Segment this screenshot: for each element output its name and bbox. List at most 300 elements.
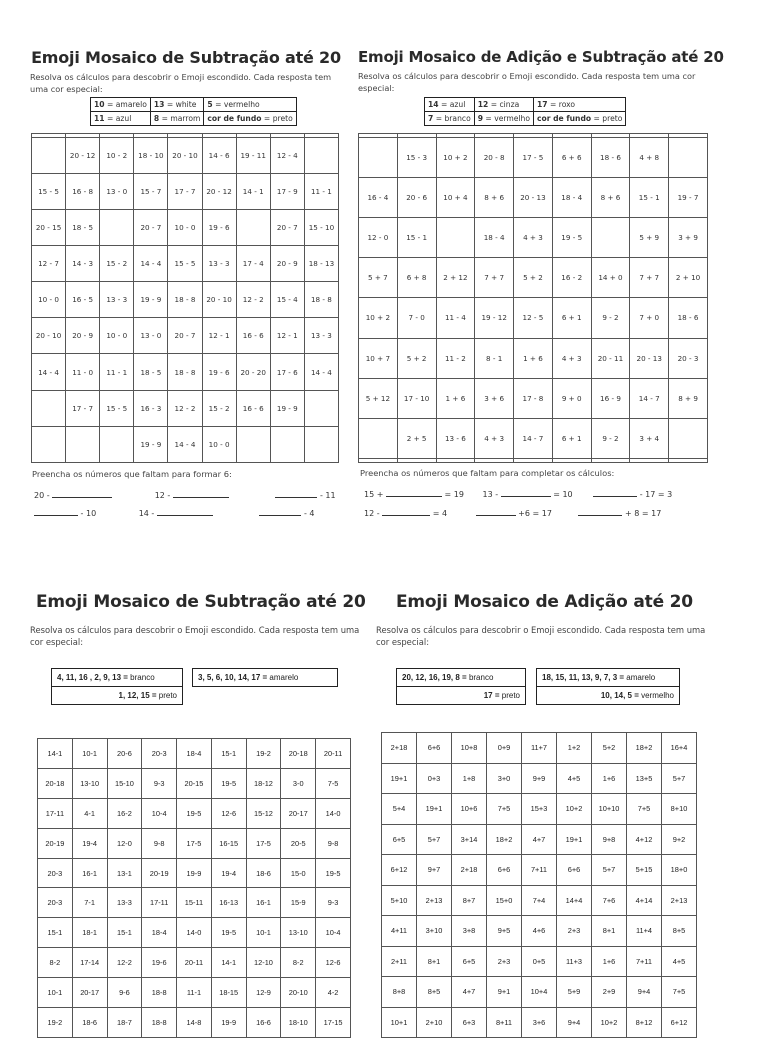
- grid-cell[interactable]: 20 - 9: [66, 318, 100, 354]
- grid-cell[interactable]: 18 - 6: [591, 138, 630, 178]
- grid-cell[interactable]: 16 - 6: [236, 390, 270, 426]
- grid-cell[interactable]: 4+7: [452, 977, 487, 1008]
- grid-cell[interactable]: 17 - 8: [514, 378, 553, 418]
- grid-cell[interactable]: 20 - 7: [168, 318, 202, 354]
- grid-cell[interactable]: 10 - 0: [100, 318, 134, 354]
- grid-cell[interactable]: 0+5: [522, 946, 557, 977]
- grid-cell[interactable]: 12 - 0: [359, 218, 398, 258]
- grid-cell[interactable]: 16-15: [211, 828, 246, 858]
- grid-cell[interactable]: 1+2: [557, 733, 592, 764]
- grid-cell[interactable]: 14-1: [38, 739, 73, 769]
- grid-cell[interactable]: 20-11: [177, 948, 212, 978]
- grid-cell[interactable]: 20-19: [142, 858, 177, 888]
- grid-cell[interactable]: 12-6: [211, 798, 246, 828]
- grid-cell[interactable]: 15 - 1: [630, 178, 669, 218]
- grid-cell[interactable]: 15 - 5: [32, 173, 66, 209]
- grid-cell[interactable]: 19-5: [211, 918, 246, 948]
- grid-cell[interactable]: 8+5: [417, 977, 452, 1008]
- grid-cell[interactable]: 17-11: [142, 888, 177, 918]
- grid-cell[interactable]: 15 - 5: [100, 390, 134, 426]
- grid-cell[interactable]: 7+4: [522, 885, 557, 916]
- grid-cell[interactable]: 12 - 2: [168, 390, 202, 426]
- grid-cell[interactable]: 9-8: [316, 828, 351, 858]
- grid-cell[interactable]: 15+0: [487, 885, 522, 916]
- grid-cell[interactable]: 17 - 6: [270, 354, 304, 390]
- grid-cell[interactable]: [397, 458, 436, 462]
- grid-cell[interactable]: [304, 137, 338, 173]
- grid-cell[interactable]: 10+6: [452, 794, 487, 825]
- grid-cell[interactable]: 17 - 4: [236, 246, 270, 282]
- grid-cell[interactable]: 16-13: [211, 888, 246, 918]
- grid-cell[interactable]: 19-5: [211, 768, 246, 798]
- grid-cell[interactable]: 6+5: [382, 824, 417, 855]
- grid-cell[interactable]: 19 - 9: [134, 282, 168, 318]
- grid-cell[interactable]: 14 - 4: [168, 426, 202, 462]
- grid-cell[interactable]: 2 + 12: [436, 258, 475, 298]
- grid-cell[interactable]: 18-6: [72, 1008, 107, 1038]
- grid-cell[interactable]: 6+6: [487, 855, 522, 886]
- grid-cell[interactable]: 17 - 10: [397, 378, 436, 418]
- grid-cell[interactable]: 2 + 5: [397, 418, 436, 458]
- grid-cell[interactable]: [630, 458, 669, 462]
- grid-cell[interactable]: 18-4: [142, 918, 177, 948]
- grid-cell[interactable]: 10-4: [316, 918, 351, 948]
- grid-cell[interactable]: 19-6: [142, 948, 177, 978]
- grid-cell[interactable]: 13-3: [107, 888, 142, 918]
- grid-cell[interactable]: 8 + 9: [669, 378, 708, 418]
- grid-cell[interactable]: 20 - 13: [630, 338, 669, 378]
- grid-cell[interactable]: 18 - 13: [304, 246, 338, 282]
- grid-cell[interactable]: 9 - 2: [591, 418, 630, 458]
- grid-cell[interactable]: [32, 137, 66, 173]
- grid-cell[interactable]: 19 - 5: [552, 218, 591, 258]
- grid-cell[interactable]: 15-1: [107, 918, 142, 948]
- grid-cell[interactable]: 13 - 0: [100, 173, 134, 209]
- grid-cell[interactable]: 5 + 12: [359, 378, 398, 418]
- grid-cell[interactable]: 20-10: [281, 978, 316, 1008]
- grid-cell[interactable]: 14 - 4: [134, 246, 168, 282]
- grid-cell[interactable]: [100, 426, 134, 462]
- grid-cell[interactable]: 16-1: [246, 888, 281, 918]
- grid-cell[interactable]: 14-8: [177, 1008, 212, 1038]
- grid-cell[interactable]: 20 - 3: [669, 338, 708, 378]
- grid-cell[interactable]: 13 - 3: [304, 318, 338, 354]
- grid-cell[interactable]: 8-2: [281, 948, 316, 978]
- grid-cell[interactable]: 15+3: [522, 794, 557, 825]
- grid-cell[interactable]: 9+7: [417, 855, 452, 886]
- grid-cell[interactable]: 20 - 11: [591, 338, 630, 378]
- grid-cell[interactable]: 4+7: [522, 824, 557, 855]
- grid-cell[interactable]: [591, 458, 630, 462]
- grid-cell[interactable]: 16 - 5: [66, 282, 100, 318]
- grid-cell[interactable]: 8-2: [38, 948, 73, 978]
- grid-cell[interactable]: 9 - 2: [591, 298, 630, 338]
- grid-cell[interactable]: 15-11: [177, 888, 212, 918]
- grid-cell[interactable]: 19+1: [557, 824, 592, 855]
- grid-cell[interactable]: 19+1: [382, 763, 417, 794]
- grid-cell[interactable]: [100, 209, 134, 245]
- grid-cell[interactable]: 4+14: [627, 885, 662, 916]
- grid-cell[interactable]: 17 - 7: [66, 390, 100, 426]
- grid-cell[interactable]: 14+4: [557, 885, 592, 916]
- answer-blank[interactable]: [157, 507, 213, 516]
- grid-cell[interactable]: 18-1: [72, 918, 107, 948]
- grid-cell[interactable]: 10-1: [246, 918, 281, 948]
- grid-cell[interactable]: 15-9: [281, 888, 316, 918]
- grid-cell[interactable]: 10+4: [522, 977, 557, 1008]
- grid-cell[interactable]: 4 + 3: [514, 218, 553, 258]
- grid-cell[interactable]: 12 - 7: [32, 246, 66, 282]
- grid-cell[interactable]: 18-12: [246, 768, 281, 798]
- grid-cell[interactable]: 14-0: [316, 798, 351, 828]
- grid-cell[interactable]: 11-1: [177, 978, 212, 1008]
- grid-cell[interactable]: 12-9: [246, 978, 281, 1008]
- grid-cell[interactable]: 14 - 3: [66, 246, 100, 282]
- grid-cell[interactable]: 13-10: [72, 768, 107, 798]
- grid-cell[interactable]: 4 + 3: [475, 418, 514, 458]
- grid-cell[interactable]: 9+4: [627, 977, 662, 1008]
- grid-cell[interactable]: 18+0: [662, 855, 697, 886]
- grid-cell[interactable]: 20 - 9: [270, 246, 304, 282]
- grid-cell[interactable]: 14 - 7: [630, 378, 669, 418]
- grid-cell[interactable]: 3+14: [452, 824, 487, 855]
- grid-cell[interactable]: [552, 458, 591, 462]
- grid-cell[interactable]: 2+11: [382, 946, 417, 977]
- answer-blank[interactable]: [501, 488, 551, 497]
- grid-cell[interactable]: 5+2: [592, 733, 627, 764]
- grid-cell[interactable]: 18 - 6: [669, 298, 708, 338]
- grid-cell[interactable]: 16 - 8: [66, 173, 100, 209]
- answer-blank[interactable]: [593, 488, 637, 497]
- grid-cell[interactable]: 15 - 5: [168, 246, 202, 282]
- answer-blank[interactable]: [275, 489, 317, 498]
- grid-cell[interactable]: 13-10: [281, 918, 316, 948]
- grid-cell[interactable]: 9+4: [557, 1007, 592, 1038]
- grid-cell[interactable]: 12-10: [246, 948, 281, 978]
- grid-cell[interactable]: 2+10: [417, 1007, 452, 1038]
- grid-cell[interactable]: 7+6: [592, 885, 627, 916]
- grid-cell[interactable]: 14 - 6: [202, 137, 236, 173]
- grid-cell[interactable]: 8+10: [662, 794, 697, 825]
- grid-cell[interactable]: [304, 390, 338, 426]
- grid-cell[interactable]: 18-8: [142, 1008, 177, 1038]
- answer-blank[interactable]: [382, 507, 430, 516]
- grid-cell[interactable]: 20 - 10: [32, 318, 66, 354]
- grid-cell[interactable]: [591, 218, 630, 258]
- grid-cell[interactable]: 20-3: [38, 858, 73, 888]
- grid-cell[interactable]: 19-4: [72, 828, 107, 858]
- grid-cell[interactable]: 4+5: [557, 763, 592, 794]
- grid-cell[interactable]: 15-1: [38, 918, 73, 948]
- grid-cell[interactable]: 8+1: [592, 916, 627, 947]
- grid-cell[interactable]: [32, 390, 66, 426]
- grid-cell[interactable]: 5+15: [627, 855, 662, 886]
- grid-cell[interactable]: 20 - 15: [32, 209, 66, 245]
- grid-cell[interactable]: 17 - 9: [270, 173, 304, 209]
- grid-cell[interactable]: 10+8: [452, 733, 487, 764]
- grid-cell[interactable]: 6 + 8: [397, 258, 436, 298]
- grid-cell[interactable]: 18 - 4: [475, 218, 514, 258]
- grid-cell[interactable]: 20-18: [38, 768, 73, 798]
- grid-cell[interactable]: 14-1: [211, 948, 246, 978]
- grid-cell[interactable]: 11+3: [557, 946, 592, 977]
- grid-cell[interactable]: 17-14: [72, 948, 107, 978]
- grid-cell[interactable]: 9+8: [592, 824, 627, 855]
- grid-cell[interactable]: 14 - 4: [32, 354, 66, 390]
- grid-cell[interactable]: 20 - 6: [397, 178, 436, 218]
- grid-cell[interactable]: 18 - 8: [168, 282, 202, 318]
- grid-cell[interactable]: 10+1: [382, 1007, 417, 1038]
- grid-cell[interactable]: 9+9: [522, 763, 557, 794]
- grid-cell[interactable]: 19 - 12: [475, 298, 514, 338]
- grid-cell[interactable]: 6 + 1: [552, 298, 591, 338]
- grid-cell[interactable]: 17-5: [246, 828, 281, 858]
- grid-cell[interactable]: 19 - 9: [270, 390, 304, 426]
- grid-cell[interactable]: 2+13: [662, 885, 697, 916]
- grid-cell[interactable]: 16 - 6: [236, 318, 270, 354]
- grid-cell[interactable]: 5 + 2: [514, 258, 553, 298]
- grid-cell[interactable]: 16+4: [662, 733, 697, 764]
- grid-cell[interactable]: 17-11: [38, 798, 73, 828]
- grid-cell[interactable]: 2 + 10: [669, 258, 708, 298]
- grid-cell[interactable]: 4+6: [522, 916, 557, 947]
- grid-cell[interactable]: [475, 458, 514, 462]
- answer-blank[interactable]: [259, 507, 301, 516]
- grid-cell[interactable]: 12 - 4: [270, 137, 304, 173]
- grid-cell[interactable]: 12-2: [107, 948, 142, 978]
- grid-cell[interactable]: 8+5: [662, 916, 697, 947]
- grid-cell[interactable]: 10-1: [38, 978, 73, 1008]
- grid-cell[interactable]: 1 + 6: [514, 338, 553, 378]
- grid-cell[interactable]: 14 - 7: [514, 418, 553, 458]
- grid-cell[interactable]: 19-2: [38, 1008, 73, 1038]
- grid-cell[interactable]: 15 - 3: [397, 138, 436, 178]
- grid-cell[interactable]: 19-5: [177, 798, 212, 828]
- grid-cell[interactable]: 9+1: [487, 977, 522, 1008]
- grid-cell[interactable]: 17-5: [177, 828, 212, 858]
- answer-blank[interactable]: [52, 489, 112, 498]
- grid-cell[interactable]: 10+10: [592, 794, 627, 825]
- grid-cell[interactable]: 19-2: [246, 739, 281, 769]
- answer-blank[interactable]: [173, 489, 229, 498]
- grid-cell[interactable]: 20-17: [72, 978, 107, 1008]
- grid-cell[interactable]: 6+12: [662, 1007, 697, 1038]
- grid-cell[interactable]: 20 - 20: [236, 354, 270, 390]
- grid-cell[interactable]: 5+4: [382, 794, 417, 825]
- grid-cell[interactable]: 20-3: [142, 739, 177, 769]
- grid-cell[interactable]: 9-8: [142, 828, 177, 858]
- grid-cell[interactable]: 6+5: [452, 946, 487, 977]
- grid-cell[interactable]: 8+7: [452, 885, 487, 916]
- grid-cell[interactable]: 5+7: [592, 855, 627, 886]
- grid-cell[interactable]: 13 - 3: [100, 282, 134, 318]
- grid-cell[interactable]: 11+7: [522, 733, 557, 764]
- grid-cell[interactable]: 10 + 2: [436, 138, 475, 178]
- grid-cell[interactable]: 3-0: [281, 768, 316, 798]
- grid-cell[interactable]: 7 + 7: [630, 258, 669, 298]
- grid-cell[interactable]: [304, 426, 338, 462]
- grid-cell[interactable]: 14 + 0: [591, 258, 630, 298]
- grid-cell[interactable]: 15 - 2: [100, 246, 134, 282]
- grid-cell[interactable]: 4+12: [627, 824, 662, 855]
- grid-cell[interactable]: 9+2: [662, 824, 697, 855]
- grid-cell[interactable]: 6+6: [557, 855, 592, 886]
- grid-cell[interactable]: 2+3: [557, 916, 592, 947]
- grid-cell[interactable]: 18-4: [177, 739, 212, 769]
- grid-cell[interactable]: 1+6: [592, 946, 627, 977]
- grid-cell[interactable]: 12 - 1: [270, 318, 304, 354]
- grid-cell[interactable]: 20-3: [38, 888, 73, 918]
- grid-cell[interactable]: [270, 426, 304, 462]
- grid-cell[interactable]: 12-6: [316, 948, 351, 978]
- grid-cell[interactable]: 18-6: [246, 858, 281, 888]
- grid-cell[interactable]: 7+5: [627, 794, 662, 825]
- grid-cell[interactable]: 11 - 0: [66, 354, 100, 390]
- grid-cell[interactable]: 10 + 4: [436, 178, 475, 218]
- grid-cell[interactable]: 18 - 10: [134, 137, 168, 173]
- grid-cell[interactable]: 14-0: [177, 918, 212, 948]
- grid-cell[interactable]: 15-10: [107, 768, 142, 798]
- grid-cell[interactable]: 3+0: [487, 763, 522, 794]
- grid-cell[interactable]: 11 - 4: [436, 298, 475, 338]
- grid-cell[interactable]: [436, 458, 475, 462]
- grid-cell[interactable]: 7 + 0: [630, 298, 669, 338]
- grid-cell[interactable]: 18 - 5: [134, 354, 168, 390]
- grid-cell[interactable]: 10+2: [592, 1007, 627, 1038]
- grid-cell[interactable]: 8 + 6: [475, 178, 514, 218]
- grid-cell[interactable]: 19-5: [316, 858, 351, 888]
- grid-cell[interactable]: 4-1: [72, 798, 107, 828]
- grid-cell[interactable]: 10-4: [142, 798, 177, 828]
- grid-cell[interactable]: 1 + 6: [436, 378, 475, 418]
- grid-cell[interactable]: 9-6: [107, 978, 142, 1008]
- grid-cell[interactable]: [359, 458, 398, 462]
- grid-cell[interactable]: 19-9: [177, 858, 212, 888]
- grid-cell[interactable]: [32, 426, 66, 462]
- grid-cell[interactable]: 3 + 4: [630, 418, 669, 458]
- grid-cell[interactable]: 16-2: [107, 798, 142, 828]
- grid-cell[interactable]: 7-1: [72, 888, 107, 918]
- grid-cell[interactable]: 19 - 7: [669, 178, 708, 218]
- grid-cell[interactable]: 18-7: [107, 1008, 142, 1038]
- grid-cell[interactable]: 13-1: [107, 858, 142, 888]
- grid-cell[interactable]: 6 + 6: [552, 138, 591, 178]
- grid-cell[interactable]: 18 - 8: [304, 282, 338, 318]
- grid-cell[interactable]: 8+1: [417, 946, 452, 977]
- grid-cell[interactable]: 20 - 8: [475, 138, 514, 178]
- grid-cell[interactable]: 20 - 7: [134, 209, 168, 245]
- grid-cell[interactable]: [359, 418, 398, 458]
- grid-cell[interactable]: 10 - 2: [100, 137, 134, 173]
- grid-cell[interactable]: 19-9: [211, 1008, 246, 1038]
- grid-cell[interactable]: 13 - 6: [436, 418, 475, 458]
- grid-cell[interactable]: 6 + 1: [552, 418, 591, 458]
- grid-cell[interactable]: 8+8: [382, 977, 417, 1008]
- grid-cell[interactable]: 18 - 4: [552, 178, 591, 218]
- grid-cell[interactable]: 20 - 7: [270, 209, 304, 245]
- grid-cell[interactable]: 16 - 4: [359, 178, 398, 218]
- grid-cell[interactable]: 17 - 7: [168, 173, 202, 209]
- grid-cell[interactable]: 13+5: [627, 763, 662, 794]
- grid-cell[interactable]: [669, 138, 708, 178]
- grid-cell[interactable]: 16 - 3: [134, 390, 168, 426]
- grid-cell[interactable]: 4 + 8: [630, 138, 669, 178]
- grid-cell[interactable]: 15 - 10: [304, 209, 338, 245]
- grid-cell[interactable]: 6+3: [452, 1007, 487, 1038]
- grid-cell[interactable]: 17 - 5: [514, 138, 553, 178]
- grid-cell[interactable]: 12 - 5: [514, 298, 553, 338]
- grid-cell[interactable]: 15 - 2: [202, 390, 236, 426]
- grid-cell[interactable]: 19 - 9: [134, 426, 168, 462]
- grid-cell[interactable]: 20 - 12: [202, 173, 236, 209]
- grid-cell[interactable]: 4+11: [382, 916, 417, 947]
- grid-cell[interactable]: 15 - 1: [397, 218, 436, 258]
- grid-cell[interactable]: 17-15: [316, 1008, 351, 1038]
- grid-cell[interactable]: 3+10: [417, 916, 452, 947]
- grid-cell[interactable]: 7 + 7: [475, 258, 514, 298]
- grid-cell[interactable]: 13 - 3: [202, 246, 236, 282]
- grid-cell[interactable]: 7 - 0: [397, 298, 436, 338]
- grid-cell[interactable]: 7+11: [522, 855, 557, 886]
- grid-cell[interactable]: 16-1: [72, 858, 107, 888]
- grid-cell[interactable]: 20-19: [38, 828, 73, 858]
- grid-cell[interactable]: [514, 458, 553, 462]
- grid-cell[interactable]: 2+9: [592, 977, 627, 1008]
- grid-cell[interactable]: 19 - 6: [202, 209, 236, 245]
- grid-cell[interactable]: 14 - 1: [236, 173, 270, 209]
- grid-cell[interactable]: 11+4: [627, 916, 662, 947]
- grid-cell[interactable]: 2+18: [452, 855, 487, 886]
- grid-cell[interactable]: 10+2: [557, 794, 592, 825]
- grid-cell[interactable]: 3 + 9: [669, 218, 708, 258]
- grid-cell[interactable]: 12-0: [107, 828, 142, 858]
- grid-cell[interactable]: 15-12: [246, 798, 281, 828]
- grid-cell[interactable]: 9+5: [487, 916, 522, 947]
- grid-cell[interactable]: 5+7: [417, 824, 452, 855]
- grid-cell[interactable]: 1+8: [452, 763, 487, 794]
- answer-blank[interactable]: [476, 507, 516, 516]
- grid-cell[interactable]: 7+5: [487, 794, 522, 825]
- grid-cell[interactable]: 15 - 7: [134, 173, 168, 209]
- grid-cell[interactable]: 10-1: [72, 739, 107, 769]
- grid-cell[interactable]: 19 - 6: [202, 354, 236, 390]
- grid-cell[interactable]: 18 - 8: [168, 354, 202, 390]
- grid-cell[interactable]: 4 + 3: [552, 338, 591, 378]
- grid-cell[interactable]: 2+13: [417, 885, 452, 916]
- grid-cell[interactable]: 18-10: [281, 1008, 316, 1038]
- answer-blank[interactable]: [386, 488, 442, 497]
- grid-cell[interactable]: 10 - 0: [32, 282, 66, 318]
- grid-cell[interactable]: 12 - 1: [202, 318, 236, 354]
- grid-cell[interactable]: 20-18: [281, 739, 316, 769]
- grid-cell[interactable]: 4+5: [662, 946, 697, 977]
- grid-cell[interactable]: 18-8: [142, 978, 177, 1008]
- answer-blank[interactable]: [578, 507, 622, 516]
- grid-cell[interactable]: 4-2: [316, 978, 351, 1008]
- grid-cell[interactable]: 8 + 6: [591, 178, 630, 218]
- grid-cell[interactable]: 20 - 13: [514, 178, 553, 218]
- grid-cell[interactable]: 5 + 9: [630, 218, 669, 258]
- grid-cell[interactable]: 16-6: [246, 1008, 281, 1038]
- grid-cell[interactable]: 20 - 12: [66, 137, 100, 173]
- grid-cell[interactable]: 9-3: [316, 888, 351, 918]
- grid-cell[interactable]: 0+9: [487, 733, 522, 764]
- grid-cell[interactable]: 18+2: [627, 733, 662, 764]
- grid-cell[interactable]: 20-15: [177, 768, 212, 798]
- grid-cell[interactable]: 16 - 2: [552, 258, 591, 298]
- grid-cell[interactable]: 13 - 0: [134, 318, 168, 354]
- grid-cell[interactable]: 7+11: [627, 946, 662, 977]
